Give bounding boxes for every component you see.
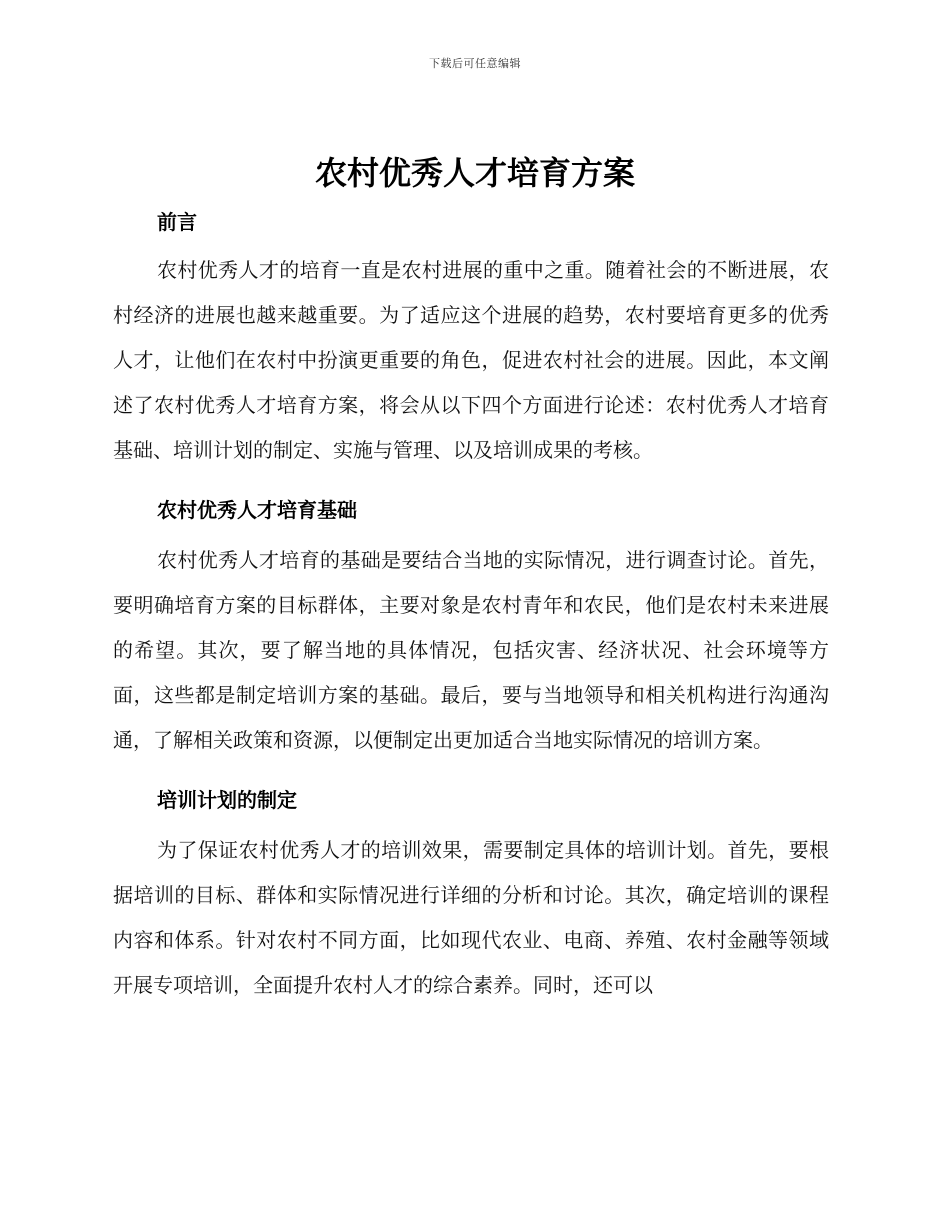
section-heading-basis: 农村优秀人才培育基础 xyxy=(157,498,357,522)
document-body xyxy=(113,200,829,1008)
section-paragraph-preface: 农村优秀人才的培育一直是农村进展的重中之重。随着社会的不断进展，农村经济的进展也越来越重要。为了适应这个进展的趋势，农村要培育更多的优秀人才，让他们在农村中扮演更重要的角色，促进农村社会的进展。因此，本文阐述了农村优秀人才培育方案，将会从以下四个方面进行论述：农村优秀人才培育基础、培训计划的制定、实施与管理、以及培训成果的考核。 xyxy=(113,258,829,462)
section-paragraph-basis: 农村优秀人才培育的基础是要结合当地的实际情况，进行调查讨论。首先，要明确培育方案的目标群体，主要对象是农村青年和农民，他们是农村未来进展的希望。其次，要了解当地的具体情况，包括灾害、经济状况、社会环境等方面，这些都是制定培训方案的基础。最后，要与当地领导和相关机构进行沟通沟通，了解相关政策和资源，以便制定出更加适合当地实际情况的培训方案。 xyxy=(113,548,829,752)
header-note: 下载后可任意编辑 xyxy=(429,57,521,70)
section-paragraph-training-plan: 为了保证农村优秀人才的培训效果，需要制定具体的培训计划。首先，要根据培训的目标、群体和实际情况进行详细的分析和讨论。其次，确定培训的课程内容和体系。针对农村不同方面，比如现代农业、电商、养殖、农村金融等领域开展专项培训，全面提升农村人才的综合素养。同时，还可以 xyxy=(113,838,829,997)
document-title: 农村优秀人才培育方案 xyxy=(314,154,635,192)
section-heading-training-plan: 培训计划的制定 xyxy=(157,788,297,812)
section-heading-preface: 前言 xyxy=(157,210,197,234)
